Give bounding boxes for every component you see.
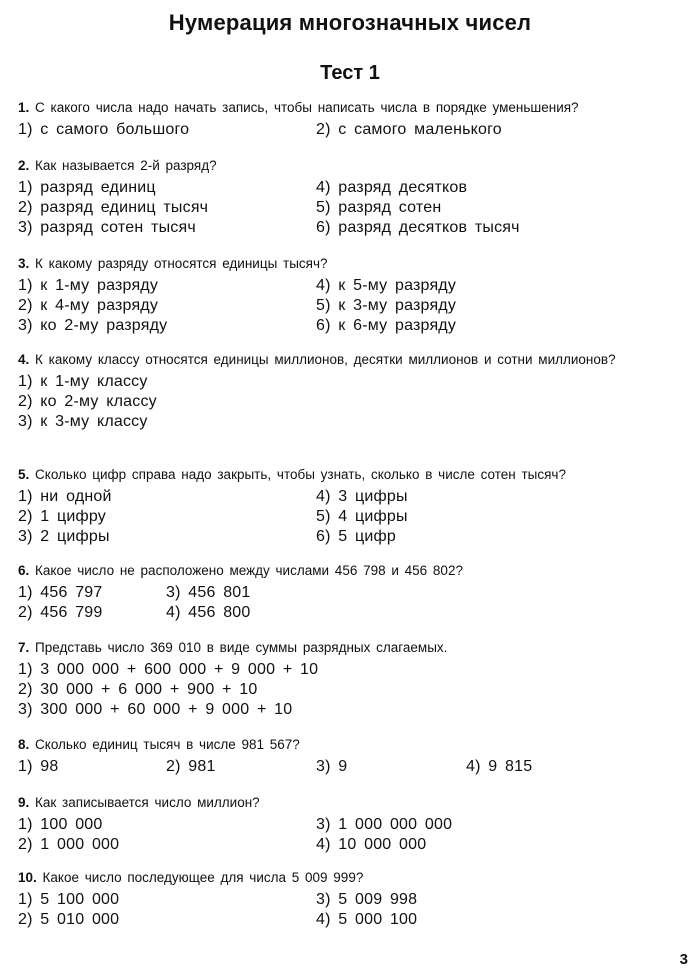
question-2 [18, 158, 688, 240]
test-title: Тест 1 [320, 62, 380, 84]
question-number: 9. [18, 795, 30, 810]
answer-option[interactable]: 5) к 3-му разряду [316, 297, 457, 314]
answer-option[interactable]: 3) 456 801 [166, 584, 251, 601]
question-text: С какого числа надо начать запись, чтобы написать числа в порядке уменьшения? [35, 100, 579, 115]
answer-option[interactable]: 3) 5 009 998 [316, 891, 418, 908]
page-number: 3 [679, 951, 688, 968]
answer-option[interactable]: 1) 100 000 [18, 816, 103, 833]
answer-option[interactable]: 2) 981 [166, 758, 216, 775]
answer-option[interactable]: 2) 30 000 + 6 000 + 900 + 10 [18, 681, 258, 698]
question-number: 2. [18, 158, 30, 173]
answer-option[interactable]: 3) 9 [316, 758, 348, 775]
question-number: 3. [18, 256, 30, 271]
answer-option[interactable]: 1) 98 [18, 758, 59, 775]
question-text: Как называется 2-й разряд? [35, 158, 217, 173]
question-3 [18, 256, 688, 338]
answer-option[interactable]: 1) с самого большого [18, 121, 190, 138]
answer-option[interactable]: 1) 3 000 000 + 600 000 + 9 000 + 10 [18, 661, 319, 678]
answer-option[interactable]: 3) 1 000 000 000 [316, 816, 453, 833]
answer-option[interactable]: 5) разряд сотен [316, 199, 442, 216]
answer-option[interactable]: 3) ко 2-му разряду [18, 317, 168, 334]
page-title: Нумерация многозначных чисел [168, 10, 532, 35]
question-number: 7. [18, 640, 30, 655]
answer-option[interactable]: 3) 2 цифры [18, 528, 110, 545]
question-number: 6. [18, 563, 30, 578]
answer-option[interactable]: 1) разряд единиц [18, 179, 156, 196]
answer-option[interactable]: 4) к 5-му разряду [316, 277, 457, 294]
answer-option[interactable]: 1) 456 797 [18, 584, 103, 601]
answer-option[interactable]: 4) 10 000 000 [316, 836, 427, 853]
answer-option[interactable]: 6) разряд десятков тысяч [316, 219, 520, 236]
answer-option[interactable]: 1) 5 100 000 [18, 891, 120, 908]
answer-option[interactable]: 2) с самого маленького [316, 121, 502, 138]
question-9 [18, 795, 688, 857]
answer-option[interactable]: 2) 1 цифру [18, 508, 106, 525]
question-text: К какому классу относятся единицы миллионов, десятки миллионов и сотни миллионов? [35, 352, 616, 367]
answer-option[interactable]: 3) разряд сотен тысяч [18, 219, 196, 236]
question-number: 5. [18, 467, 30, 482]
question-number: 1. [18, 100, 30, 115]
question-number: 10. [18, 870, 37, 885]
answer-option[interactable]: 2) к 4-му разряду [18, 297, 159, 314]
question-text: Сколько единиц тысяч в числе 981 567? [35, 737, 300, 752]
question-text: Какое число последующее для числа 5 009 999? [42, 870, 364, 885]
question-6 [18, 563, 688, 625]
question-number: 8. [18, 737, 30, 752]
question-text: Какое число не расположено между числами 456 798 и 456 802? [35, 563, 463, 578]
answer-option[interactable]: 6) 5 цифр [316, 528, 396, 545]
question-8 [18, 737, 688, 779]
answer-option[interactable]: 4) 9 815 [466, 758, 533, 775]
answer-option[interactable]: 1) к 1-му разряду [18, 277, 159, 294]
answer-option[interactable]: 2) 1 000 000 [18, 836, 120, 853]
answer-option[interactable]: 6) к 6-му разряду [316, 317, 457, 334]
answer-option[interactable]: 1) к 1-му классу [18, 373, 148, 390]
answer-option[interactable]: 2) ко 2-му классу [18, 393, 157, 410]
question-1 [18, 100, 688, 142]
answer-option[interactable]: 3) к 3-му классу [18, 413, 148, 430]
question-7 [18, 640, 688, 722]
question-text: Сколько цифр справа надо закрыть, чтобы узнать, сколько в числе сотен тысяч? [35, 467, 566, 482]
answer-option[interactable]: 1) ни одной [18, 488, 112, 505]
answer-option[interactable]: 4) 3 цифры [316, 488, 408, 505]
answer-option[interactable]: 4) 5 000 100 [316, 911, 418, 928]
question-text: Как записывается число миллион? [35, 795, 260, 810]
question-number: 4. [18, 352, 30, 367]
answer-option[interactable]: 2) 456 799 [18, 604, 103, 621]
question-text: Представь число 369 010 в виде суммы разрядных слагаемых. [35, 640, 448, 655]
answer-option[interactable]: 2) разряд единиц тысяч [18, 199, 209, 216]
question-5 [18, 467, 688, 549]
answer-option[interactable]: 4) разряд десятков [316, 179, 468, 196]
answer-option[interactable]: 2) 5 010 000 [18, 911, 120, 928]
answer-option[interactable]: 4) 456 800 [166, 604, 251, 621]
question-text: К какому разряду относятся единицы тысяч? [35, 256, 328, 271]
question-10 [18, 870, 688, 932]
answer-option[interactable]: 3) 300 000 + 60 000 + 9 000 + 10 [18, 701, 293, 718]
answer-option[interactable]: 5) 4 цифры [316, 508, 408, 525]
question-4 [18, 352, 688, 434]
